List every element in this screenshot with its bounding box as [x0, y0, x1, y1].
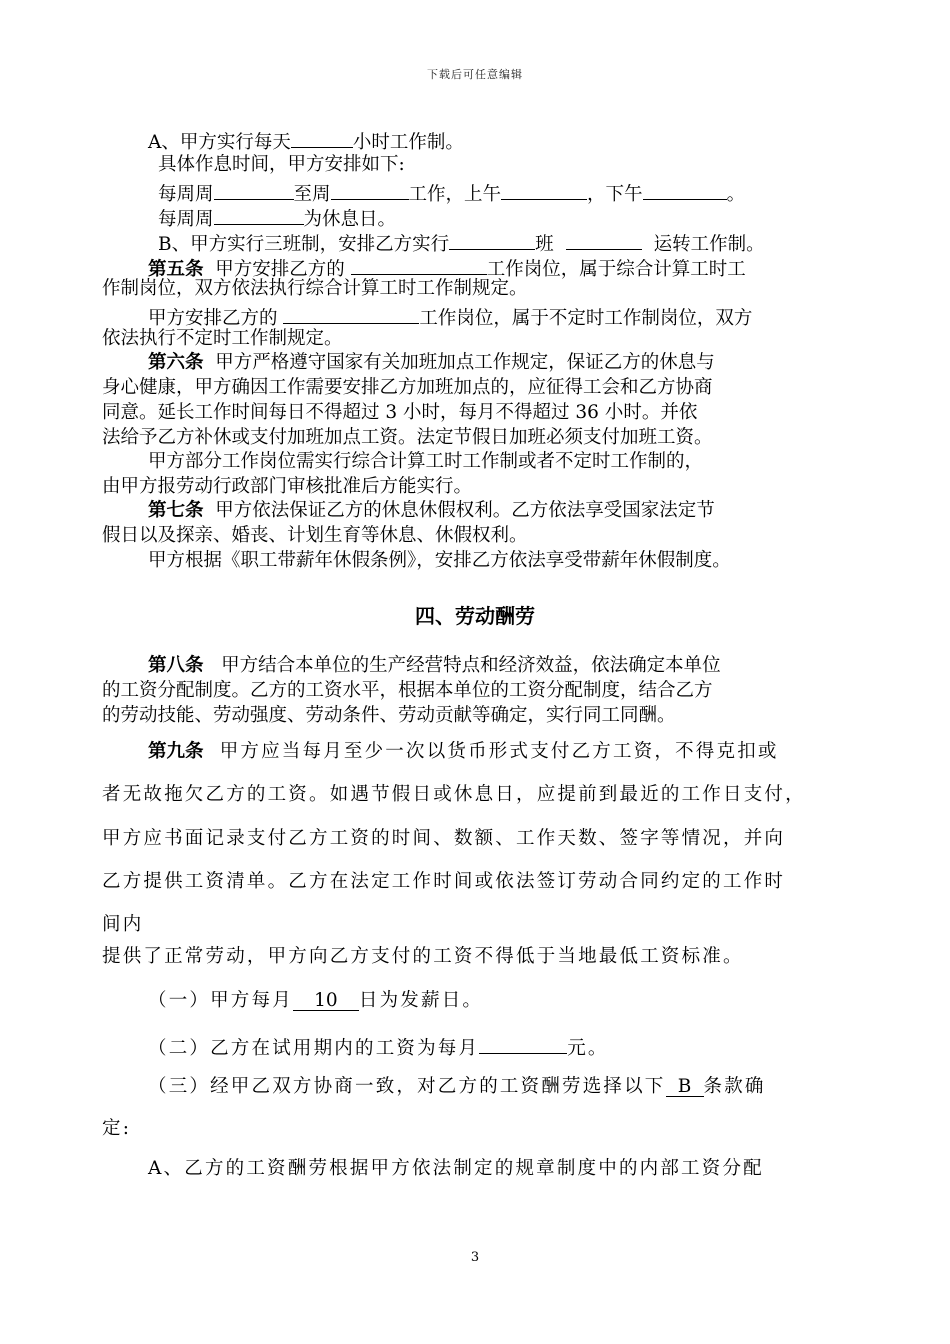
- blank-position-flexible[interactable]: [283, 303, 419, 324]
- article-9-line1: [148, 741, 779, 763]
- article-5-line4: 依法执行不定时工作制规定。: [102, 328, 343, 349]
- blank-rotation[interactable]: [566, 229, 642, 250]
- blank-end-day[interactable]: [331, 179, 409, 200]
- blank-shift[interactable]: [449, 229, 535, 250]
- article-7-line1: [148, 500, 715, 522]
- payday-value[interactable]: 10: [293, 990, 359, 1011]
- text: 甲方应当每月至少一次以货币形式支付乙方工资，不得克扣或: [219, 741, 779, 762]
- blank-probation-wage[interactable]: [479, 1033, 567, 1054]
- article-5-line3: [148, 303, 752, 330]
- article-6-line5: 甲方部分工作岗位需实行综合计算工时工作制或者不定时工作制的，: [148, 451, 704, 472]
- article-6-line6: 由甲方报劳动行政部门审核批准后方能实行。: [102, 476, 473, 497]
- article-7-line2: 假日以及探亲、婚丧、计划生育等休息、休假权利。: [102, 525, 528, 546]
- page-header: 下载后可任意编辑: [427, 68, 523, 81]
- article-5-line2: 作制岗位，双方依法执行综合计算工时工作制规定。: [102, 278, 528, 299]
- article-7-line3: 甲方根据《职工带薪年休假条例》，安排乙方依法享受带薪年休假制度。: [148, 550, 731, 571]
- text: B、甲方实行三班制，安排乙方实行: [158, 234, 450, 255]
- blank-afternoon[interactable]: [643, 179, 727, 200]
- text: 至周: [293, 184, 331, 205]
- article-6-line1: [148, 352, 715, 374]
- article-6-line3: 同意。延长工作时间每日不得超过 3 小时，每月不得超过 36 小时。并依: [102, 402, 698, 423]
- text: （三）经甲乙双方协商一致，对乙方的工资酬劳选择以下: [148, 1076, 666, 1097]
- article-9-line4: 乙方提供工资清单。乙方在法定工作时间或依法签订劳动合同约定的工作时: [102, 871, 786, 892]
- article-8-line2: 的工资分配制度。乙方的工资水平，根据本单位的工资分配制度，结合乙方: [102, 680, 713, 701]
- article-8-title: 第八条: [148, 655, 204, 676]
- article-9-line3: 甲方应书面记录支付乙方工资的时间、数额、工作天数、签字等情况，并向: [102, 828, 786, 849]
- article-6-title: 第六条: [148, 352, 204, 373]
- line-schedule-intro: 具体作息时间，甲方安排如下:: [158, 154, 405, 175]
- blank-start-day[interactable]: [214, 179, 294, 200]
- blank-morning[interactable]: [501, 179, 587, 200]
- blank-position-comprehensive[interactable]: [351, 254, 487, 275]
- text: 为休息日。: [303, 209, 397, 230]
- clause-3-cont: 定:: [102, 1118, 132, 1139]
- text: 小时工作制。: [352, 132, 464, 153]
- article-9-line5: 间内: [102, 914, 144, 935]
- text: 班: [535, 234, 554, 255]
- text: 工作，上午: [408, 184, 502, 205]
- blank-rest-day[interactable]: [214, 204, 304, 225]
- text: （一）甲方每月: [148, 990, 293, 1011]
- article-8-line1: [148, 655, 721, 677]
- clause-2: [148, 1033, 609, 1060]
- text: 甲方依法保证乙方的休息休假权利。乙方依法享受国家法定节: [215, 500, 715, 521]
- text: （二）乙方在试用期内的工资为每月: [148, 1038, 480, 1059]
- section-heading: 四、劳动酬劳: [415, 604, 535, 628]
- line-shift: [158, 229, 765, 256]
- option-value[interactable]: B: [666, 1076, 704, 1097]
- article-6-line4: 法给予乙方补休或支付加班加点工资。法定节假日加班必须支付加班工资。: [102, 427, 713, 448]
- text: A、甲方实行每天: [148, 132, 291, 153]
- text: 每周周: [158, 209, 214, 230]
- text: 甲方严格遵守国家有关加班加点工作规定，保证乙方的休息与: [215, 352, 715, 373]
- line-work-days: [158, 179, 745, 206]
- clause-a: A、乙方的工资酬劳根据甲方依法制定的规章制度中的内部工资分配: [148, 1158, 764, 1179]
- clause-1: [148, 990, 483, 1012]
- article-9-line6: 提供了正常劳动，甲方向乙方支付的工资不得低于当地最低工资标准。: [102, 946, 744, 967]
- text: 每周周: [158, 184, 214, 205]
- article-5-line1: [148, 254, 746, 281]
- article-8-line3: 的劳动技能、劳动强度、劳动条件、劳动贡献等确定，实行同工同酬。: [102, 705, 676, 726]
- text: 工作岗位，属于综合计算工时工: [486, 259, 746, 280]
- text: 日为发薪日。: [358, 990, 484, 1011]
- page-number: 3: [470, 1250, 480, 1265]
- article-6-line2: 身心健康，甲方确因工作需要安排乙方加班加点的，应征得工会和乙方协商: [102, 377, 713, 398]
- line-daily-hours: [148, 127, 464, 154]
- text: 甲方结合本单位的生产经营特点和经济效益，依法确定本单位: [221, 655, 721, 676]
- text: 甲方安排乙方的: [148, 308, 278, 329]
- text: 。: [726, 184, 746, 205]
- article-9-title: 第九条: [148, 741, 204, 762]
- blank-hours[interactable]: [291, 127, 353, 148]
- text: 元。: [567, 1038, 609, 1059]
- text: 运转工作制。: [653, 234, 765, 255]
- article-7-title: 第七条: [148, 500, 204, 521]
- article-5-title: 第五条: [148, 259, 204, 280]
- article-9-line2: 者无故拖欠乙方的工资。如遇节假日或休息日，应提前到最近的工作日支付，: [102, 784, 806, 805]
- text: 工作岗位，属于不定时工作制岗位，双方: [419, 308, 753, 329]
- text: 条款确: [703, 1076, 766, 1097]
- text: 甲方安排乙方的: [215, 259, 345, 280]
- line-rest-day: [158, 204, 396, 231]
- text: ，下午: [587, 184, 643, 205]
- clause-3: [148, 1076, 766, 1098]
